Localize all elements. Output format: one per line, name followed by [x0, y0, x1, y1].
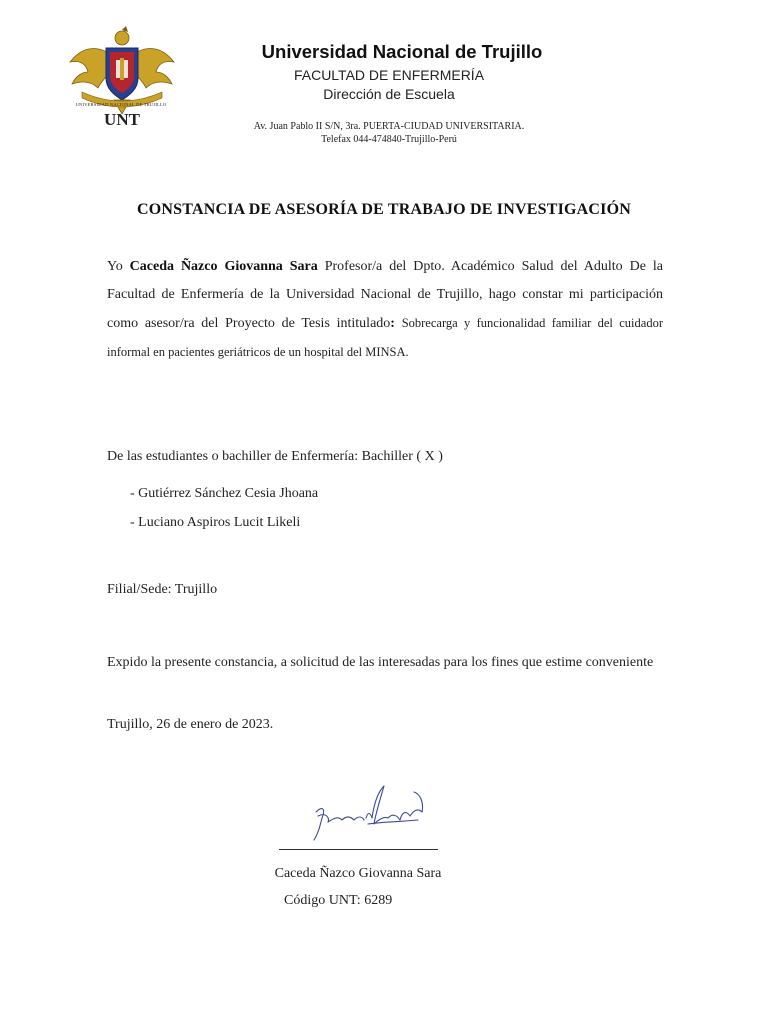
thesis-title: Sobrecarga y funcionalidad familiar del cuidador informal en pacientes geriátricos de un hospital del MINSA.: [107, 316, 663, 359]
signer-code: Código UNT: 6289: [284, 893, 393, 908]
advisor-name: Caceda Ñazco Giovanna Sara: [129, 259, 318, 274]
intro-colon: :: [390, 316, 402, 331]
signer-name: Caceda Ñazco Giovanna Sara: [274, 866, 442, 881]
logo-caption: UNIVERSIDAD NACIONAL DE TRUJILLO: [75, 102, 167, 107]
intro-body: Profesor/a del Dpto. Académico Salud del Adulto De la Facultad de Enfermería de la Universidad Nacional de Trujillo, hago constar mi participación como asesor/ra del Proyecto de Tesis intitulado: [107, 259, 663, 331]
intro-paragraph: [107, 253, 663, 367]
phone-line: Telefax 044-474840-Trujillo-Perú: [321, 134, 457, 145]
address-line: Av. Juan Pablo II S/N, 3ra. PUERTA-CIUDAD UNIVERSITARIA.: [253, 121, 525, 132]
issue-statement: Expido la presente constancia, a solicitud de las interesadas para los fines que estime conveniente: [107, 655, 654, 670]
logo-abbreviation: UNT: [104, 110, 140, 129]
students-label: De las estudiantes o bachiller de Enfermería: Bachiller ( X ): [107, 449, 443, 464]
signature-line: [279, 849, 438, 850]
faculty-name: FACULTAD DE ENFERMERÍA: [293, 67, 485, 83]
handwritten-signature: [308, 782, 432, 848]
university-name: Universidad Nacional de Trujillo: [261, 41, 543, 62]
direction-name: Dirección de Escuela: [323, 86, 455, 102]
filial-line: Filial/Sede: Trujillo: [107, 582, 218, 597]
student-item: - Luciano Aspiros Lucit Likeli: [130, 515, 301, 530]
document-title: CONSTANCIA DE ASESORÍA DE TRABAJO DE INVESTIGACIÓN: [137, 201, 631, 218]
intro-prefix: Yo: [107, 259, 130, 274]
city-date: Trujillo, 26 de enero de 2023.: [107, 717, 274, 732]
student-item: - Gutiérrez Sánchez Cesia Jhoana: [130, 486, 319, 501]
